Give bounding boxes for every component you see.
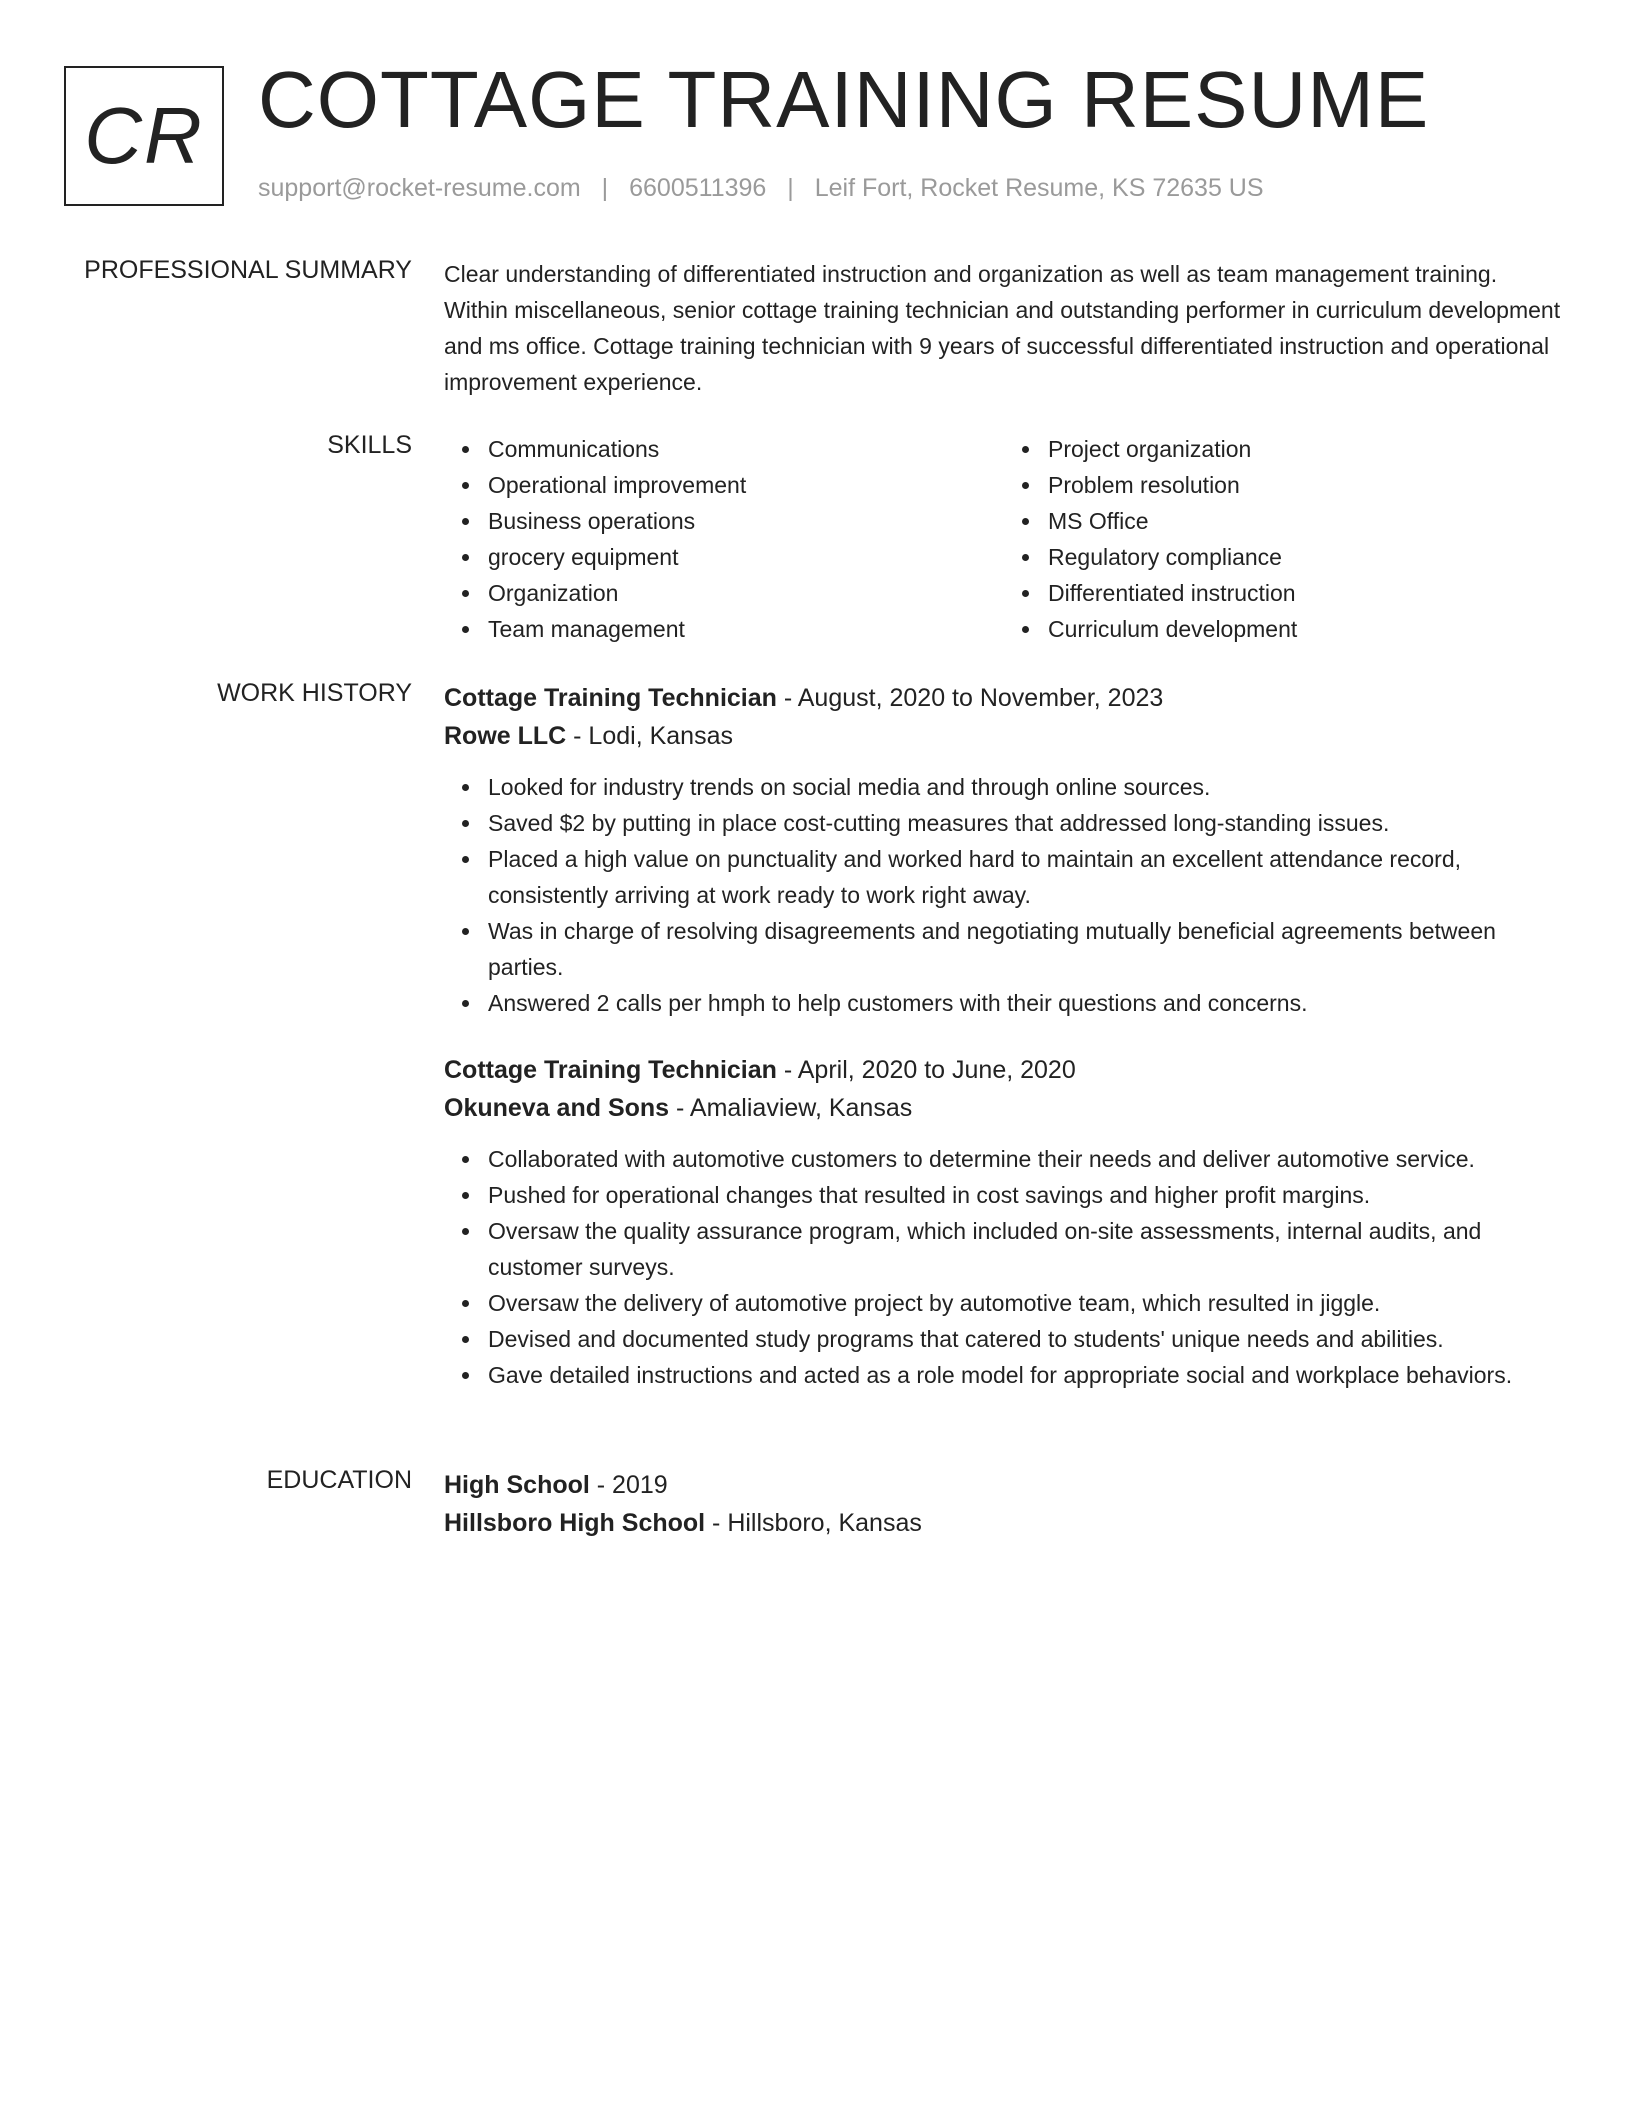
skill-item: Organization (488, 575, 1004, 611)
contact-email[interactable]: support@rocket-resume.com (258, 174, 581, 202)
job-title: Cottage Training Technician (444, 684, 777, 712)
job-bullet: Devised and documented study programs that catered to students' unique needs and abilities. (488, 1321, 1564, 1357)
education-location: - Hillsboro, Kansas (705, 1509, 922, 1537)
education-school-line (444, 1504, 1564, 1542)
job-bullet: Saved $2 by putting in place cost-cutting measures that addressed long-standing issues. (488, 805, 1564, 841)
job-bullets (444, 1141, 1564, 1393)
job-bullet: Placed a high value on punctuality and worked hard to maintain an excellent attendance record, consistently arriving at work ready to work right away. (488, 841, 1564, 913)
job-bullet: Oversaw the delivery of automotive project by automotive team, which resulted in jiggle. (488, 1285, 1564, 1321)
education-degree: High School (444, 1471, 590, 1499)
job-bullet: Collaborated with automotive customers to determine their needs and deliver automotive service. (488, 1141, 1564, 1177)
job-dates: - August, 2020 to November, 2023 (776, 684, 1164, 712)
skill-item: Problem resolution (1048, 467, 1564, 503)
job-entry (444, 679, 1564, 1021)
skill-item: Differentiated instruction (1048, 575, 1564, 611)
job-company: Rowe LLC (444, 722, 567, 750)
job-bullet: Oversaw the quality assurance program, which included on-site assessments, internal audits, and customer surveys. (488, 1213, 1564, 1285)
contact-separator: | (787, 174, 794, 202)
job-location: - Amaliaview, Kansas (669, 1094, 913, 1122)
skill-item: Regulatory compliance (1048, 539, 1564, 575)
job-title-line (444, 679, 1564, 717)
monogram-logo: CR (64, 66, 224, 206)
job-entry (444, 1051, 1564, 1393)
contact-line (258, 174, 1264, 203)
skill-item: Project organization (1048, 431, 1564, 467)
job-bullet: Answered 2 calls per hmph to help customers with their questions and concerns. (488, 985, 1564, 1021)
summary-text: Clear understanding of differentiated instruction and organization as well as team management training. Within miscellaneous, senior cottage training technician and outstanding performer in curriculum development and ms office. Cottage training technician with 9 years of successful differentiated instruction and operational improvement experience. (444, 261, 1561, 395)
page-title: COTTAGE TRAINING RESUME (258, 55, 1430, 144)
contact-phone[interactable]: 6600511396 (629, 174, 767, 202)
skill-item: Business operations (488, 503, 1004, 539)
skill-item: Curriculum development (1048, 611, 1564, 647)
skill-item: Team management (488, 611, 1004, 647)
job-company-line (444, 1089, 1564, 1127)
job-bullet: Pushed for operational changes that resulted in cost savings and higher profit margins. (488, 1177, 1564, 1213)
skills-list-left (444, 431, 1004, 647)
section-label-work: WORK HISTORY (217, 679, 412, 707)
job-bullets (444, 769, 1564, 1021)
job-bullet: Was in charge of resolving disagreements and negotiating mutually beneficial agreements between parties. (488, 913, 1564, 985)
job-title-line (444, 1051, 1564, 1089)
summary-body (444, 256, 1564, 400)
job-company: Okuneva and Sons (444, 1094, 670, 1122)
job-location: - Lodi, Kansas (566, 722, 733, 750)
job-company-line (444, 717, 1564, 755)
skill-item: Operational improvement (488, 467, 1004, 503)
skills-body (444, 431, 1564, 647)
job-title: Cottage Training Technician (444, 1056, 777, 1084)
contact-separator: | (601, 174, 609, 202)
skill-item: MS Office (1048, 503, 1564, 539)
contact-address: Leif Fort, Rocket Resume, KS 72635 US (814, 174, 1264, 202)
education-year: - 2019 (589, 1471, 668, 1499)
job-dates: - April, 2020 to June, 2020 (776, 1056, 1076, 1084)
skill-item: grocery equipment (488, 539, 1004, 575)
section-label-skills: SKILLS (327, 431, 412, 459)
education-degree-line (444, 1466, 1564, 1504)
section-label-education: EDUCATION (266, 1466, 412, 1494)
job-bullet: Looked for industry trends on social media and through online sources. (488, 769, 1564, 805)
skills-list-right (1004, 431, 1564, 647)
skill-item: Communications (488, 431, 1004, 467)
section-label-summary: PROFESSIONAL SUMMARY (84, 256, 412, 284)
work-body (444, 679, 1564, 1393)
education-body (444, 1466, 1564, 1542)
education-school: Hillsboro High School (444, 1509, 706, 1537)
job-bullet: Gave detailed instructions and acted as a role model for appropriate social and workplace behaviors. (488, 1357, 1564, 1393)
